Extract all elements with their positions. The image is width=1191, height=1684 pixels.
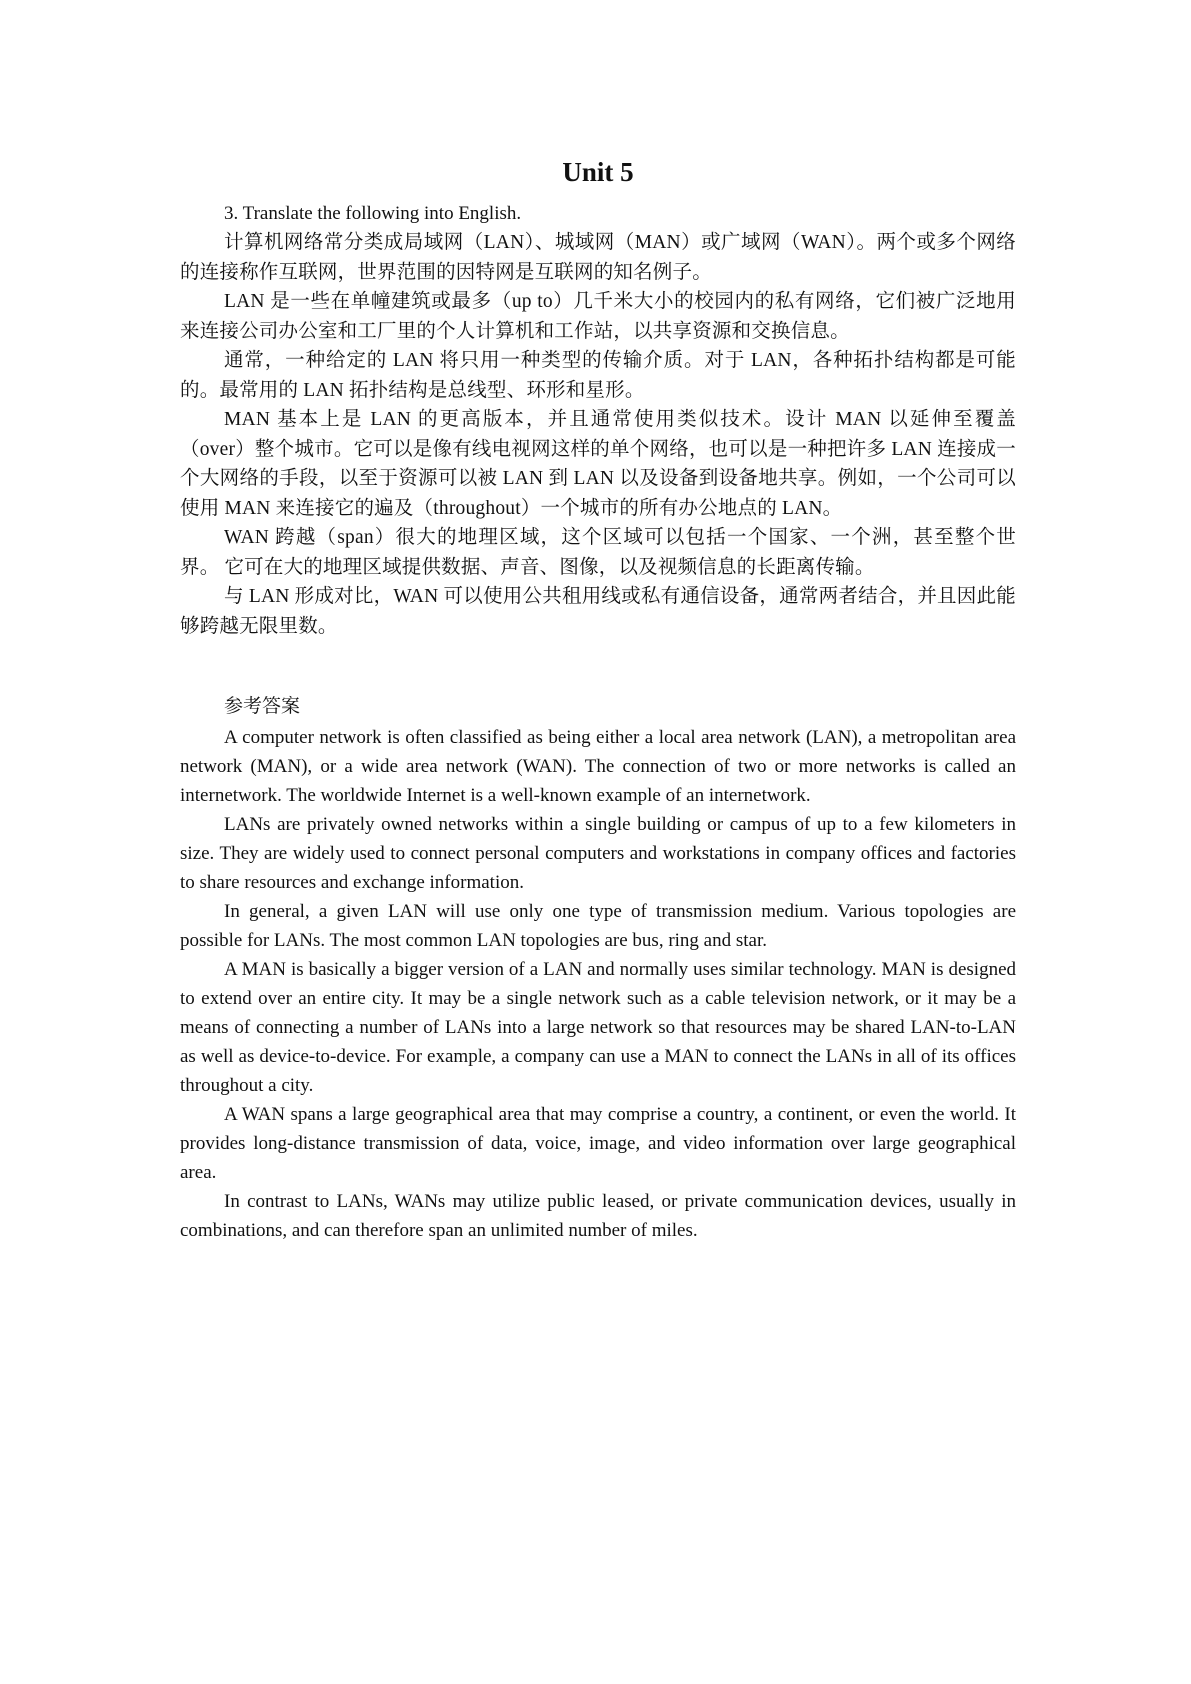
english-answer-text xyxy=(180,723,1016,1245)
chinese-source-text xyxy=(180,228,1016,641)
page-title: Unit 5 xyxy=(562,157,634,187)
english-paragraph-4: A MAN is basically a bigger version of a LAN and normally uses similar technology. MAN is designed to extend over an entire city. It may be a single network such as a cable television network, or it may be a means of connecting a number of LANs into a large network so that resources may be shared LAN-to-LAN as well as device-to-device. For example, a company can use a MAN to connect the LANs in all of its offices throughout a city. xyxy=(180,959,1016,1096)
english-paragraph-5: A WAN spans a large geographical area that may comprise a country, a continent, or even the world. It provides long-distance transmission of data, voice, image, and video information over large geographical area. xyxy=(180,1104,1016,1183)
chinese-paragraph-5: WAN 跨越（span）很大的地理区域，这个区域可以包括一个国家、一个洲，甚至整个世界。 它可在大的地理区域提供数据、声音、图像，以及视频信息的长距离传输。 xyxy=(180,527,1016,578)
chinese-paragraph-3: 通常，一种给定的 LAN 将只用一种类型的传输介质。对于 LAN，各种拓扑结构都是可能的。最常用的 LAN 拓扑结构是总线型、环形和星形。 xyxy=(180,350,1016,401)
exercise-prompt: 3. Translate the following into English. xyxy=(224,203,522,224)
chinese-paragraph-6: 与 LAN 形成对比，WAN 可以使用公共租用线或私有通信设备，通常两者结合，并且因此能够跨越无限里数。 xyxy=(180,586,1016,637)
chinese-paragraph-2: LAN 是一些在单幢建筑或最多（up to）几千米大小的校园内的私有网络，它们被广泛地用来连接公司办公室和工厂里的个人计算机和工作站，以共享资源和交换信息。 xyxy=(180,291,1016,342)
english-paragraph-6: In contrast to LANs, WANs may utilize public leased, or private communication devices, usually in combinations, and can therefore span an unlimited number of miles. xyxy=(180,1191,1016,1241)
answer-heading: 参考答案 xyxy=(224,696,301,717)
english-paragraph-1: A computer network is often classified as being either a local area network (LAN), a metropolitan area network (MAN), or a wide area network (WAN). The connection of two or more networks is called an internetwork. The worldwide Internet is a well-known example of an internetwork. xyxy=(180,727,1016,806)
chinese-paragraph-1: 计算机网络常分类成局域网（LAN）、城域网（MAN）或广域网（WAN）。两个或多个网络的连接称作互联网，世界范围的因特网是互联网的知名例子。 xyxy=(180,232,1016,283)
document-page xyxy=(180,155,1016,1245)
english-paragraph-3: In general, a given LAN will use only one type of transmission medium. Various topologies are possible for LANs. The most common LAN topologies are bus, ring and star. xyxy=(180,901,1016,951)
english-paragraph-2: LANs are privately owned networks within a single building or campus of up to a few kilometers in size. They are widely used to connect personal computers and workstations in company offices and factories to share resources and exchange information. xyxy=(180,814,1016,893)
chinese-paragraph-4: MAN 基本上是 LAN 的更高版本，并且通常使用类似技术。设计 MAN 以延伸至覆盖（over）整个城市。它可以是像有线电视网这样的单个网络，也可以是一种把许多 LAN 连接成一个大网络的手段，以至于资源可以被 LAN 到 LAN 以及设备到设备地共享。例如，一个公司可以使用 MAN 来连接它的遍及（throughout）一个城市的所有办公地点的 LAN。 xyxy=(180,409,1016,519)
